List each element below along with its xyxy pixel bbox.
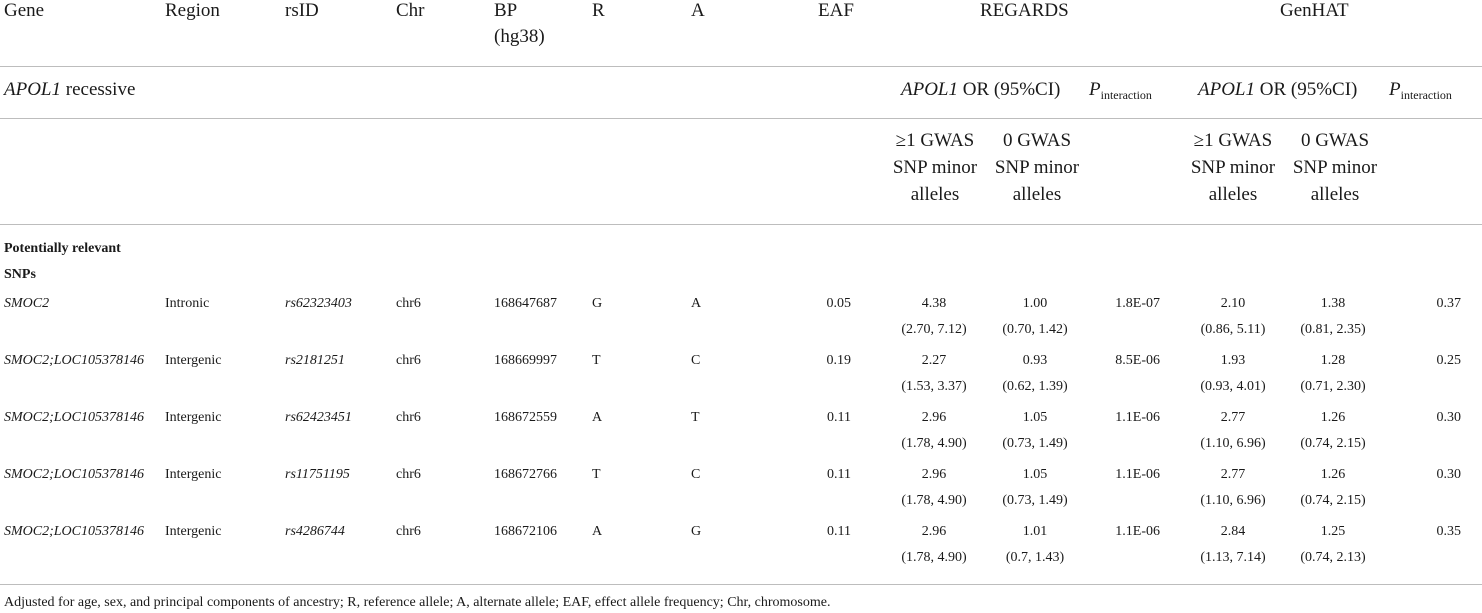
cell-regards-ge1-ci: (1.78, 4.90) [901,436,967,451]
cell-region: Intergenic [165,467,222,482]
cell-rsid: rs62423451 [285,410,352,425]
genhat-p-subscript: interaction [1400,88,1452,102]
cell-regards-ge1-ci: (1.53, 3.37) [901,379,967,394]
cell-region: Intergenic [165,410,222,425]
cell-regards-ge1-or: 2.96 [921,524,947,539]
regards-zero-header [986,127,1088,208]
regards-zero-line1: 0 GWAS [1002,130,1072,151]
cell-chr: chr6 [396,296,421,311]
cell-genhat-ge1-or: 2.77 [1220,410,1246,425]
cell-rsid: rs2181251 [285,353,345,368]
cell-genhat-ge1-ci: (0.93, 4.01) [1200,379,1266,394]
cell-gene: SMOC2;LOC105378146 [4,467,145,482]
regards-zero-line2: SNP minor [994,157,1080,178]
header-bp-unit: (hg38) [494,26,545,47]
genhat-zero-line3: alleles [1310,184,1360,205]
cell-regards-zero-ci: (0.73, 1.49) [1002,493,1068,508]
cell-bp: 168672106 [494,524,557,539]
cell-regards-zero-or: 1.00 [1022,296,1048,311]
header-bp: BP [494,0,518,21]
cell-reference-allele: G [592,296,603,311]
genhat-ge1-line3: alleles [1208,184,1258,205]
cell-regards-zero-or: 1.01 [1022,524,1048,539]
cell-genhat-zero-ci: (0.81, 2.35) [1300,322,1366,337]
cell-bp: 168672766 [494,467,557,482]
cell-genhat-p: 0.37 [1436,296,1461,311]
divider [0,66,1482,67]
cell-chr: chr6 [396,467,421,482]
cell-rsid: rs11751195 [285,467,350,482]
cell-eaf: 0.11 [827,410,851,425]
cell-bp: 168647687 [494,296,557,311]
cell-eaf: 0.11 [827,524,851,539]
cell-chr: chr6 [396,410,421,425]
cell-genhat-ge1-or: 2.84 [1220,524,1246,539]
cell-regards-zero-ci: (0.73, 1.49) [1002,436,1068,451]
header-region: Region [165,0,220,21]
cell-region: Intergenic [165,524,222,539]
cell-genhat-zero-or: 1.28 [1320,353,1346,368]
header-alternate-allele: A [691,0,705,21]
cell-gene: SMOC2;LOC105378146 [4,410,145,425]
cell-genhat-ge1-ci: (1.10, 6.96) [1200,436,1266,451]
cell-regards-zero-ci: (0.70, 1.42) [1002,322,1068,337]
regards-zero-line3: alleles [1012,184,1062,205]
header-rsid: rsID [285,0,319,21]
cell-eaf: 0.19 [826,353,851,368]
cell-genhat-zero-ci: (0.74, 2.15) [1300,436,1366,451]
header-gene: Gene [4,0,45,21]
cell-rsid: rs62323403 [285,296,352,311]
cell-genhat-zero-ci: (0.74, 2.13) [1300,550,1366,565]
header-reference-allele: R [592,0,605,21]
cell-genhat-ge1-or: 2.77 [1220,467,1246,482]
divider [0,584,1482,585]
group-label-line2: SNPs [4,267,36,282]
cell-reference-allele: A [592,410,603,425]
header-eaf: EAF [818,0,854,21]
cell-genhat-zero-or: 1.26 [1320,410,1346,425]
divider [0,224,1482,225]
cell-genhat-zero-or: 1.25 [1320,524,1346,539]
divider [0,118,1482,119]
cell-genhat-ge1-or: 1.93 [1220,353,1246,368]
cell-regards-p: 1.1E-06 [1115,467,1160,482]
cell-genhat-p: 0.30 [1436,410,1461,425]
cell-reference-allele: T [592,467,601,482]
cell-regards-zero-or: 0.93 [1022,353,1048,368]
regards-ge1-line3: alleles [910,184,960,205]
header-genhat: GenHAT [1280,0,1349,21]
group-label-line1: Potentially relevant [4,241,121,256]
genhat-ge1-header [1182,127,1284,208]
cell-regards-zero-or: 1.05 [1022,467,1048,482]
cell-genhat-zero-or: 1.38 [1320,296,1346,311]
cell-regards-zero-ci: (0.62, 1.39) [1002,379,1068,394]
cell-genhat-ge1-or: 2.10 [1220,296,1246,311]
cell-genhat-p: 0.25 [1436,353,1461,368]
genhat-ge1-line1: ≥1 GWAS [1193,130,1273,151]
cell-reference-allele: T [592,353,601,368]
cell-bp: 168669997 [494,353,557,368]
cell-region: Intronic [165,296,210,311]
section-title [4,79,135,101]
cell-reference-allele: A [592,524,603,539]
cell-regards-zero-or: 1.05 [1022,410,1048,425]
cell-gene: SMOC2 [4,296,50,311]
genhat-or-header [1198,79,1357,101]
cell-genhat-p: 0.35 [1436,524,1461,539]
regards-ge1-line2: SNP minor [892,157,978,178]
cell-chr: chr6 [396,524,421,539]
header-regards: REGARDS [980,0,1069,21]
genhat-zero-line2: SNP minor [1292,157,1378,178]
cell-genhat-ge1-ci: (1.10, 6.96) [1200,493,1266,508]
genhat-p-interaction-header [1389,79,1452,103]
cell-regards-ge1-ci: (1.78, 4.90) [901,550,967,565]
cell-chr: chr6 [396,353,421,368]
cell-regards-p: 1.1E-06 [1115,524,1160,539]
cell-alternate-allele: T [691,410,700,425]
cell-regards-ge1-or: 4.38 [921,296,947,311]
section-title-rest: recessive [61,79,136,100]
regards-p-label: P [1089,79,1101,100]
genhat-or-rest: OR (95%CI) [1255,79,1358,100]
regards-ge1-line1: ≥1 GWAS [895,130,975,151]
cell-genhat-ge1-ci: (0.86, 5.11) [1200,322,1266,337]
cell-regards-ge1-or: 2.96 [921,410,947,425]
cell-alternate-allele: C [691,353,701,368]
cell-genhat-zero-or: 1.26 [1320,467,1346,482]
genhat-or-gene: APOL1 [1198,79,1255,100]
regards-p-subscript: interaction [1100,88,1152,102]
genhat-zero-header [1284,127,1386,208]
cell-gene: SMOC2;LOC105378146 [4,353,145,368]
cell-regards-ge1-or: 2.27 [921,353,947,368]
regards-ge1-header [884,127,986,208]
regards-or-gene: APOL1 [901,79,958,100]
footnote: Adjusted for age, sex, and principal components of ancestry; R, reference allele; A, alternate allele; EAF, effect allele frequency; Chr, chromosome. [4,595,831,610]
cell-alternate-allele: G [691,524,702,539]
genhat-ge1-line2: SNP minor [1190,157,1276,178]
cell-gene: SMOC2;LOC105378146 [4,524,145,539]
cell-regards-p: 1.1E-06 [1115,410,1160,425]
cell-regards-ge1-or: 2.96 [921,467,947,482]
cell-genhat-ge1-ci: (1.13, 7.14) [1200,550,1266,565]
cell-alternate-allele: C [691,467,701,482]
cell-regards-ge1-ci: (1.78, 4.90) [901,493,967,508]
regards-or-rest: OR (95%CI) [958,79,1061,100]
regards-or-header [901,79,1060,101]
cell-regards-p: 1.8E-07 [1115,296,1160,311]
regards-p-interaction-header [1089,79,1152,103]
cell-regards-ge1-ci: (2.70, 7.12) [901,322,967,337]
cell-eaf: 0.11 [827,467,851,482]
section-title-gene: APOL1 [4,79,61,100]
genhat-p-label: P [1389,79,1401,100]
cell-eaf: 0.05 [826,296,851,311]
cell-regards-p: 8.5E-06 [1115,353,1160,368]
cell-region: Intergenic [165,353,222,368]
genhat-zero-line1: 0 GWAS [1300,130,1370,151]
header-chr: Chr [396,0,425,21]
cell-alternate-allele: A [691,296,702,311]
cell-genhat-p: 0.30 [1436,467,1461,482]
cell-rsid: rs4286744 [285,524,345,539]
cell-genhat-zero-ci: (0.71, 2.30) [1300,379,1366,394]
cell-bp: 168672559 [494,410,557,425]
cell-regards-zero-ci: (0.7, 1.43) [1005,550,1065,565]
cell-genhat-zero-ci: (0.74, 2.15) [1300,493,1366,508]
